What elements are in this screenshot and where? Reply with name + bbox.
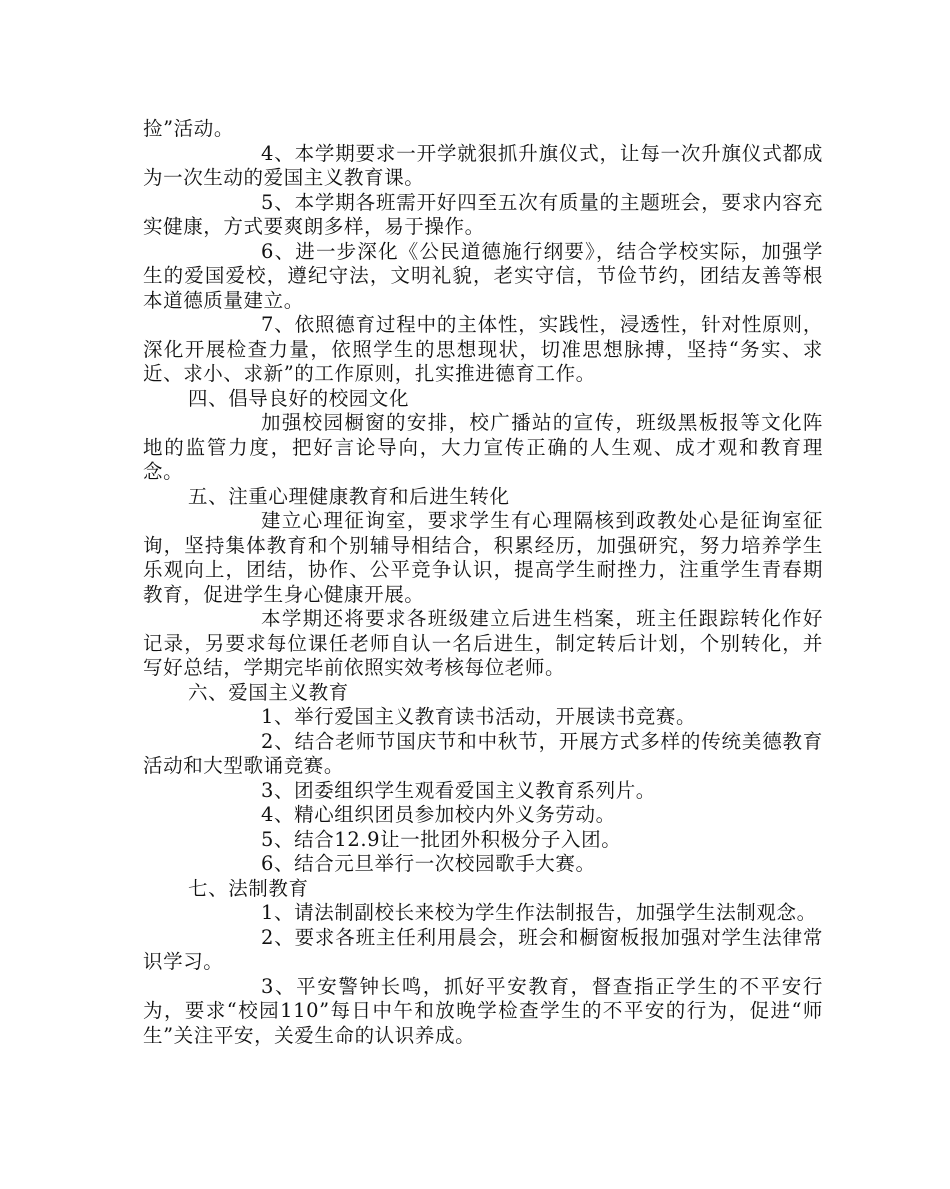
paragraph-patriotic-6: 6、结合元旦举行一次校园歌手大赛。 <box>261 852 596 875</box>
paragraph-legal-1: 1、请法制副校长来校为学生作法制报告，加强学生法制观念。 <box>261 901 817 924</box>
paragraph-patriotic-4: 4、精心组织团员参加校内外义务劳动。 <box>261 803 616 826</box>
paragraph-item-6: 6、进一步深化《公民道德施行纲要》，结合学校实际，加强学生的爱国爱校，遵纪守法，文明礼貌，老实守信，节俭节约，团结友善等根本道德质量建立。 <box>143 239 823 312</box>
paragraph-item-7: 7、依照德育过程中的主体性，实践性，浸透性，针对性原则，深化开展检查力量，依照学生的思想现状，切准思想脉搏，坚持“务实、求近、求小、求新”的工作原则，扎实推进德育工作。 <box>143 313 823 385</box>
paragraph-legal-3: 3、平安警钟长鸣，抓好平安教育，督查指正学生的不平安行为，要求“校园110”每日中午和放晚学检查学生的不平安的行为，促进“师生”关注平安，关爱生命的认识养成。 <box>143 974 823 1047</box>
paragraph-campus-culture: 加强校园橱窗的安排，校广播站的宣传，班级黑板报等文化阵地的监管力度，把好言论导向，大力宣传正确的人生观、成才观和教育理念。 <box>143 411 823 483</box>
paragraph-patriotic-1: 1、举行爱国主义教育读书活动，开展读书竞赛。 <box>261 705 697 728</box>
paragraph-continuation: 捡”活动。 <box>143 117 234 140</box>
paragraph-patriotic-2: 2、结合老师节国庆节和中秋节，开展方式多样的传统美德教育活动和大型歌诵竞赛。 <box>143 729 823 777</box>
paragraph-item-5: 5、本学期各班需开好四至五次有质量的主题班会，要求内容充实健康，方式要爽朗多样，易于操作。 <box>143 190 823 238</box>
section-heading-4: 四、倡导良好的校园文化 <box>188 386 410 410</box>
paragraph-item-4: 4、本学期要求一开学就狠抓升旗仪式，让每一次升旗仪式都成为一次生动的爱国主义教育课。 <box>143 141 823 189</box>
paragraph-patriotic-3: 3、团委组织学生观看爱国主义教育系列片。 <box>261 778 656 802</box>
paragraph-underachievers: 本学期还将要求各班级建立后进生档案，班主任跟踪转化作好记录，另要求每位课任老师自认一名后进生，制定转后计划，个别转化，并写好总结，学期完毕前依照实效考核每位老师。 <box>143 607 823 679</box>
section-heading-5: 五、注重心理健康教育和后进生转化 <box>188 484 510 508</box>
section-heading-6: 六、爱国主义教育 <box>188 680 349 704</box>
document-body <box>143 117 823 1048</box>
section-heading-7: 七、法制教育 <box>188 876 309 900</box>
paragraph-psychology: 建立心理征询室，要求学生有心理隔核到政教处心是征询室征询，坚持集体教育和个别辅导相结合，积累经历，加强研究，努力培养学生乐观向上，团结，协作、公平竞争认识，提高学生耐挫力，注重学生青春期教育，促进学生身心健康开展。 <box>143 509 823 606</box>
paragraph-legal-2: 2、要求各班主任利用晨会，班会和橱窗板报加强对学生法律常识学习。 <box>143 925 823 973</box>
paragraph-patriotic-5: 5、结合12.9让一批团外积极分子入团。 <box>261 827 622 851</box>
